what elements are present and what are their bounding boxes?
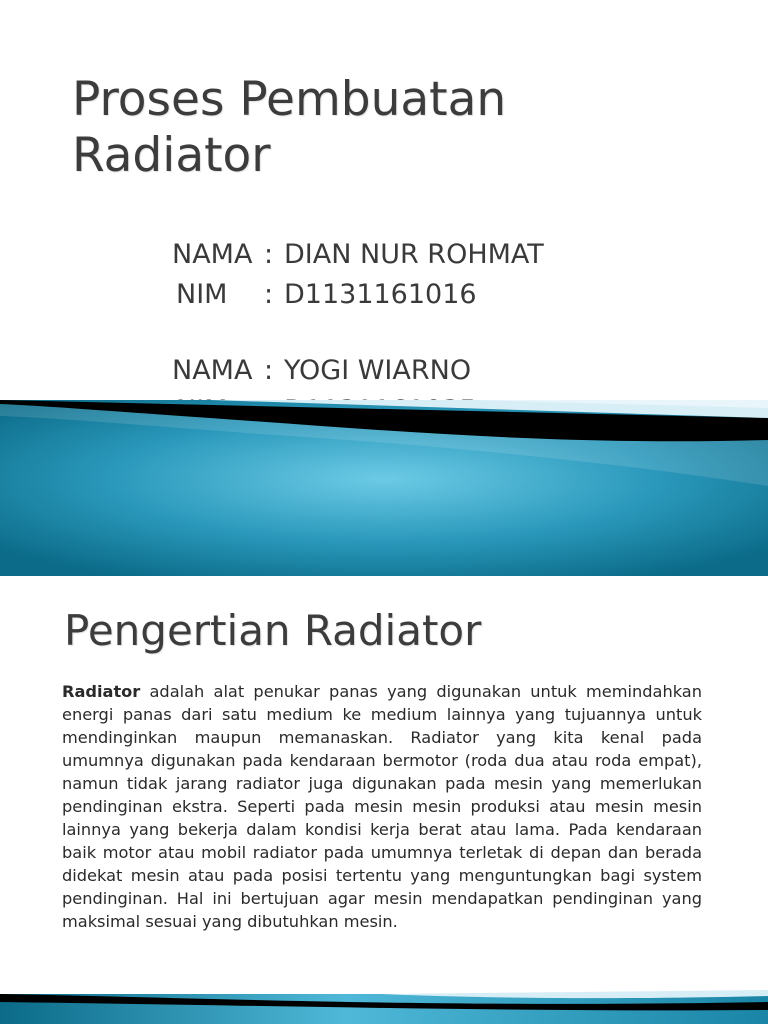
slide-title: Pengertian Radiator <box>64 606 482 655</box>
decorative-wave-banner <box>0 400 768 576</box>
nama-value: DIAN NUR ROHMAT <box>284 239 544 270</box>
colon: : <box>264 355 274 386</box>
member-info-1 <box>172 235 544 315</box>
nama-value: YOGI WIARNO <box>284 355 472 386</box>
nama-label: NAMA <box>172 355 253 386</box>
content-slide <box>0 576 768 1024</box>
lead-word: Radiator <box>62 682 141 701</box>
nama-row <box>172 351 477 391</box>
body-paragraph <box>62 680 702 933</box>
nim-row <box>172 275 544 315</box>
nim-value: D1131161016 <box>284 279 477 310</box>
decorative-wave-banner <box>0 976 768 1024</box>
nim-label: NIM <box>176 279 228 310</box>
colon: : <box>264 239 274 270</box>
slide-title <box>72 72 712 184</box>
nama-row <box>172 235 544 275</box>
body-text: adalah alat penukar panas yang digunakan untuk memindahkan energi panas dari satu medium ke medium lainnya yang tujuannya untuk mendinginkan maupun memanaskan. Radiator yang kita kenal pada umumnya digunakan pada kendaraan bermotor (roda dua atau roda empat), namun tidak jarang radiator juga digunakan pada mesin yang memerlukan pendinginan ekstra. Seperti pada mesin mesin produksi atau mesin mesin lainnya yang bekerja dalam kondisi kerja berat atau lama. Pada kendaraan baik motor atau mobil radiator pada umumnya terletak di depan dan berada didekat mesin atau pada posisi tertentu yang menguntungkan bagi system pendinginan. Hal ini bertujuan agar mesin mendapatkan pendinginan yang maksimal sesuai yang dibutuhkan mesin. <box>62 682 702 931</box>
title-line-2: Radiator <box>72 128 271 183</box>
colon: : <box>264 279 274 310</box>
title-line-1: Proses Pembuatan <box>72 72 507 127</box>
nama-label: NAMA <box>172 239 253 270</box>
